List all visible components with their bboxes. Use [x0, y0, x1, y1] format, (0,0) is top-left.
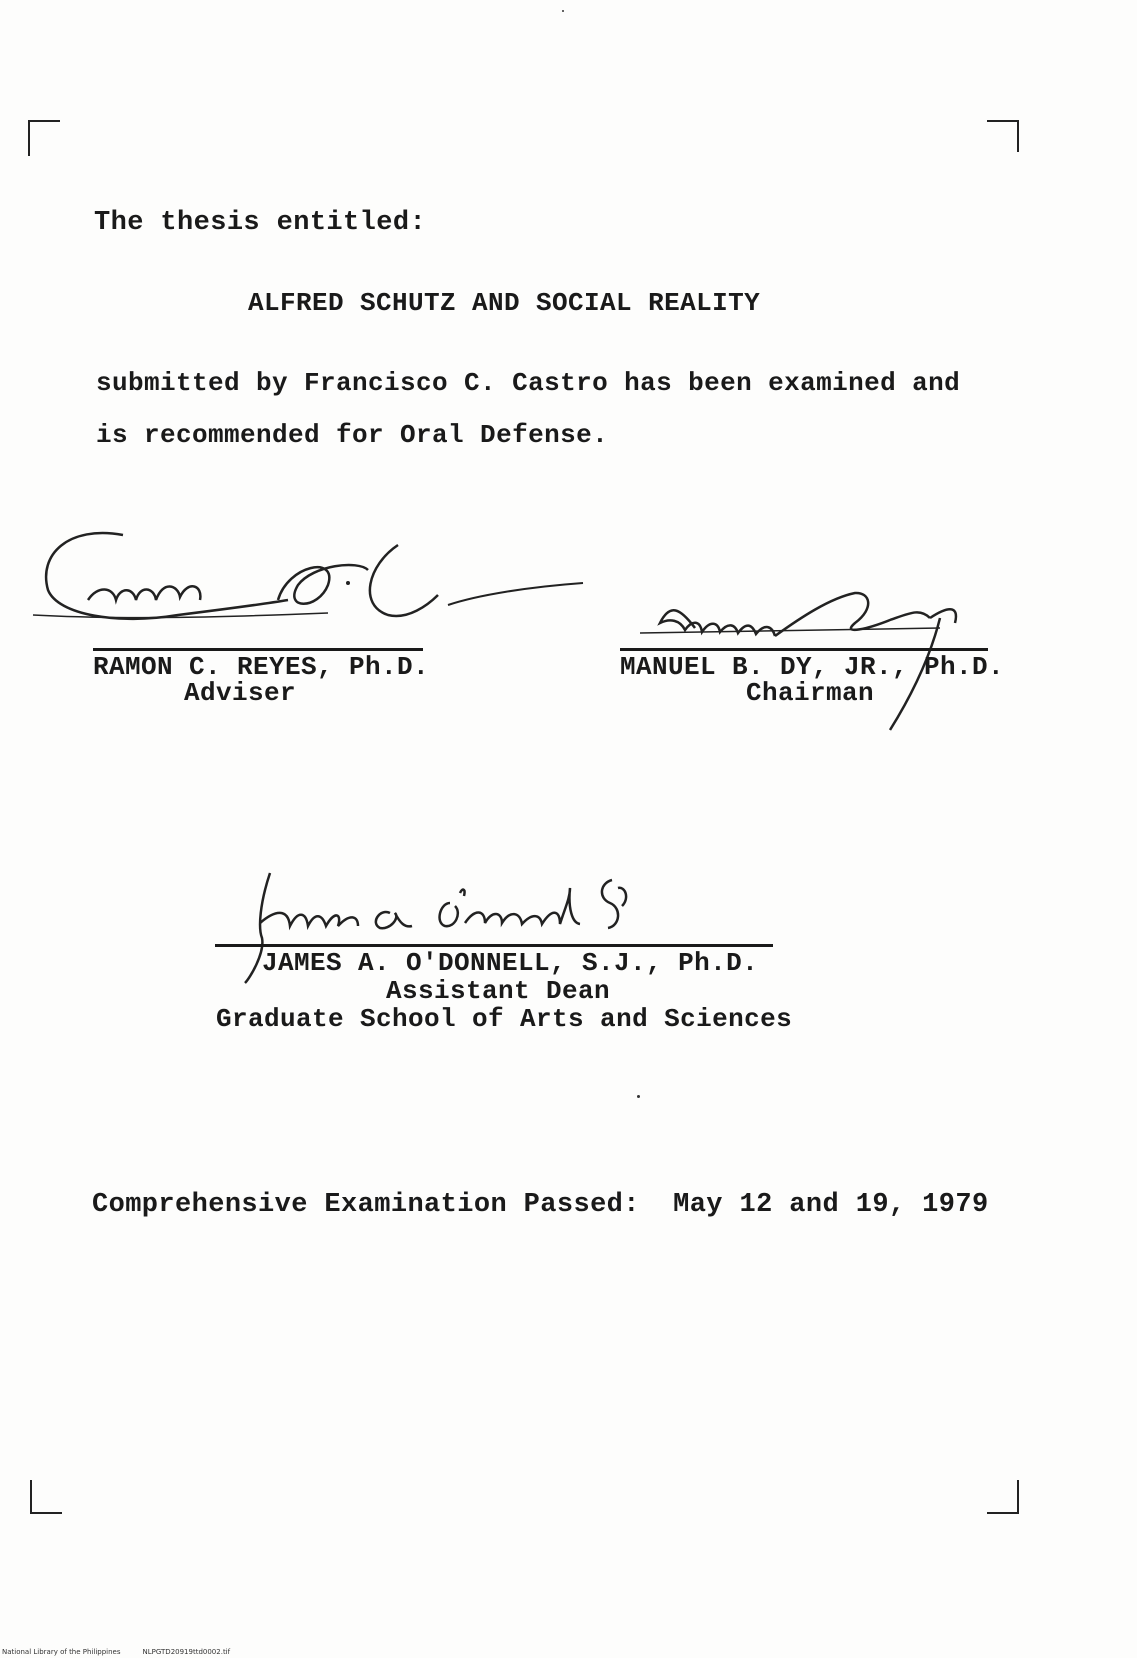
- dean-unit: Graduate School of Arts and Sciences: [216, 1004, 793, 1034]
- body-line-1: submitted by Francisco C. Castro has been examined and: [96, 368, 961, 398]
- adviser-signature-line: [93, 648, 423, 651]
- chairman-signature-line: [620, 648, 988, 651]
- crop-mark-bottom-right: [987, 1480, 1019, 1514]
- dean-name: JAMES A. O'DONNELL, S.J., Ph.D.: [262, 948, 759, 978]
- chairman-name: MANUEL B. DY, JR., Ph.D.: [620, 652, 1005, 682]
- footer-library: National Library of the Philippines: [2, 1648, 121, 1656]
- footer-file: NLPGTD20919ttd0002.tif: [142, 1648, 231, 1656]
- paper-speck: [637, 1095, 640, 1098]
- crop-mark-top-right: [987, 120, 1019, 152]
- crop-mark-top-left: [28, 120, 60, 156]
- body-line-2: is recommended for Oral Defense.: [96, 420, 609, 450]
- paper-speck: [562, 10, 564, 12]
- crop-mark-bottom-left: [30, 1480, 62, 1514]
- chairman-role: Chairman: [746, 678, 875, 708]
- intro-text: The thesis entitled:: [94, 208, 427, 238]
- adviser-signature: [28, 525, 588, 640]
- adviser-role: Adviser: [184, 678, 297, 708]
- adviser-name: RAMON C. REYES, Ph.D.: [93, 652, 430, 682]
- exam-passed-text: Comprehensive Examination Passed: May 12 and 19, 1979: [92, 1190, 989, 1220]
- thesis-title: ALFRED SCHUTZ AND SOCIAL REALITY: [248, 288, 761, 318]
- dean-signature-line: [215, 944, 773, 947]
- dean-role: Assistant Dean: [386, 976, 611, 1006]
- scan-footer: [2, 1648, 252, 1656]
